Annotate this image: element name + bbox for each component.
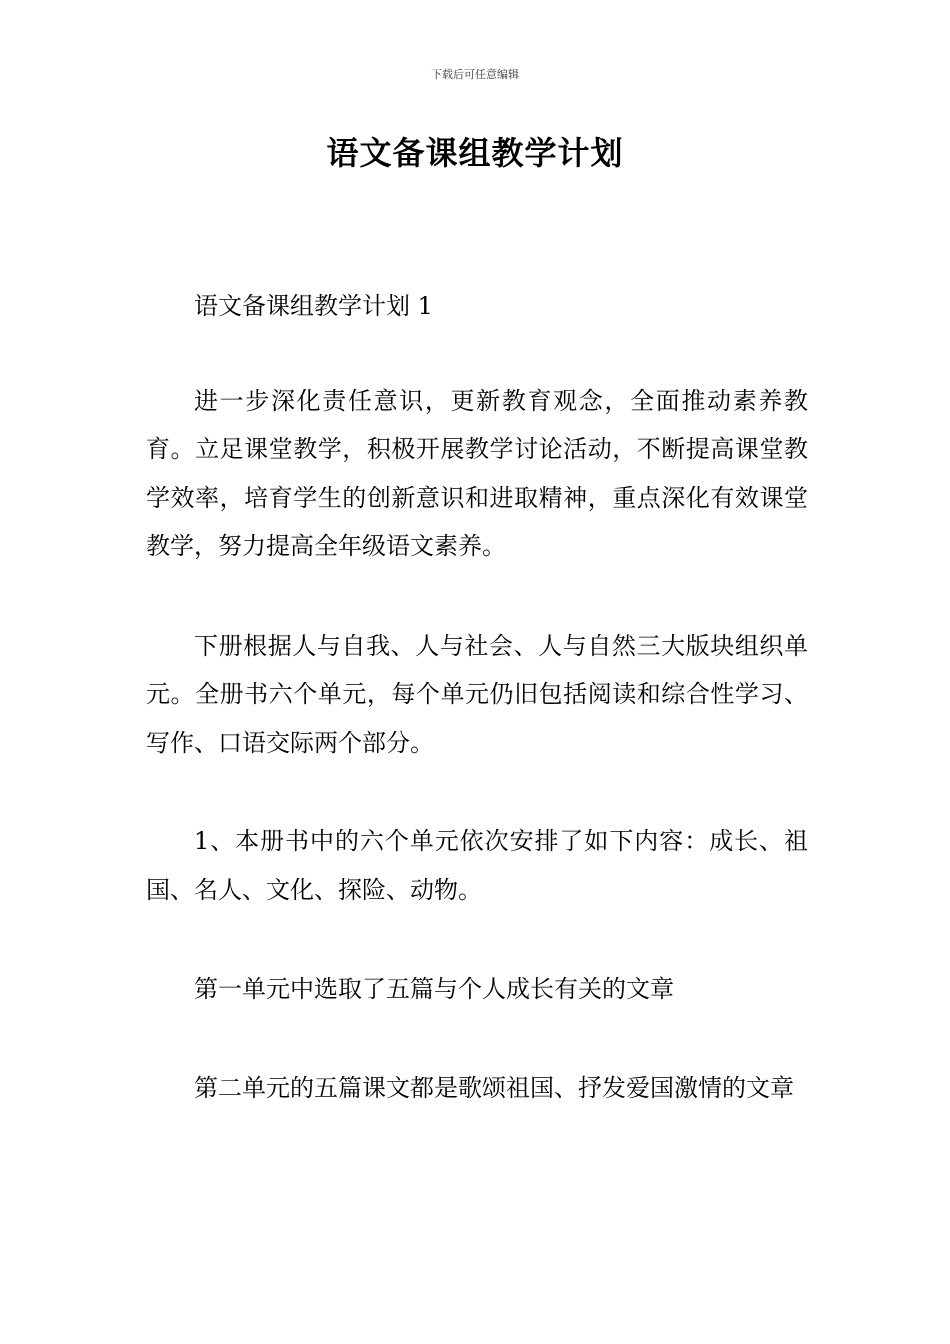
document-title: 语文备课组教学计划 (326, 134, 624, 172)
paragraph-unit-contents: 1、本册书中的六个单元依次安排了如下内容：成长、祖国、名人、文化、探险、动物。 (146, 827, 808, 904)
section-subtitle: 语文备课组教学计划 1 (194, 292, 433, 320)
paragraph-textbook-structure: 下册根据人与自我、人与社会、人与自然三大版块组织单元。全册书六个单元，每个单元仍旧包括阅读和综合性学习、写作、口语交际两个部分。 (146, 631, 808, 757)
document-body (146, 282, 808, 1112)
paragraph-goals: 进一步深化责任意识，更新教育观念，全面推动素养教育。立足课堂教学，积极开展教学讨论活动，不断提高课堂教学效率，培育学生的创新意识和进取精神，重点深化有效课堂教学，努力提高全年级语文素养。 (146, 386, 808, 560)
paragraph-unit-one: 第一单元中选取了五篇与个人成长有关的文章 (194, 975, 674, 1003)
paragraph-unit-two: 第二单元的五篇课文都是歌颂祖国、抒发爱国激情的文章 (194, 1073, 794, 1102)
page-header-note: 下载后可任意编辑 (431, 68, 519, 81)
